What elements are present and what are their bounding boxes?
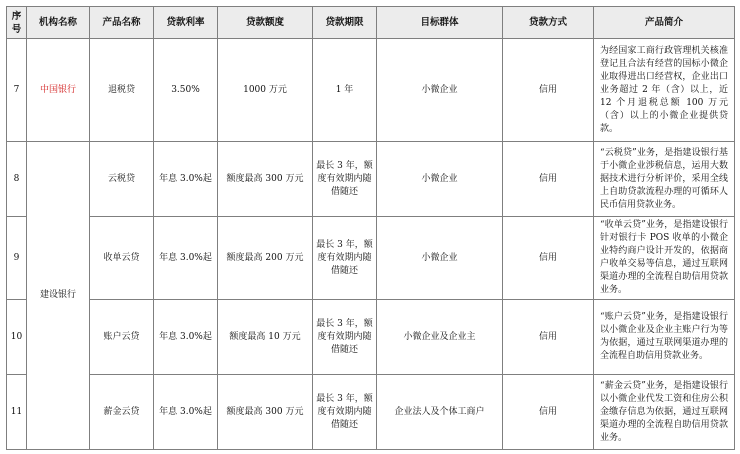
product-name: 云税贷 <box>90 142 154 217</box>
loan-amount: 额度最高 200 万元 <box>218 217 313 300</box>
loan-term: 最长 3 年，额度有效期内随借随还 <box>313 142 377 217</box>
product-intro: “薪金云贷”业务，是指建设银行以小微企业代发工资和住房公积金缴存信息为依据，通过互联网渠道办理的全流程自助信用贷款业务。 <box>594 375 735 450</box>
table-row <box>7 375 735 450</box>
loan-method: 信用 <box>503 300 594 375</box>
product-intro: “云税贷”业务，是指建设银行基于小微企业涉税信息，运用大数据技术进行分析评价，采用全线上自助贷款流程办理的可循环人民币信用贷款业务。 <box>594 142 735 217</box>
header-product-name: 产品名称 <box>90 7 154 39</box>
row-number: 11 <box>7 375 27 450</box>
interest-rate: 年息 3.0%起 <box>154 375 218 450</box>
loan-amount: 额度最高 10 万元 <box>218 300 313 375</box>
product-intro: 为经国家工商行政管理机关核准登记且合法有经营的国标小微企业取得进出口经营权，企业出口业务超过 2 年（含）以上，近 12 个月退税总额 100 万元（含）以上的小微企业提供贷款。 <box>594 39 735 142</box>
loan-products-table <box>6 6 735 450</box>
header-interest-rate: 贷款利率 <box>154 7 218 39</box>
loan-term: 最长 3 年，额度有效期内随借随还 <box>313 217 377 300</box>
product-name: 收单云贷 <box>90 217 154 300</box>
header-loan-term: 贷款期限 <box>313 7 377 39</box>
loan-method: 信用 <box>503 217 594 300</box>
loan-amount: 额度最高 300 万元 <box>218 375 313 450</box>
product-intro: “账户云贷”业务，是指建设银行以小微企业及企业主账户行为等为依据，通过互联网渠道办理的全流程自助信用贷款业务。 <box>594 300 735 375</box>
loan-term: 最长 3 年，额度有效期内随借随还 <box>313 300 377 375</box>
institution-name: 建设银行 <box>27 142 90 450</box>
target-group: 小微企业 <box>377 217 503 300</box>
loan-method: 信用 <box>503 142 594 217</box>
table-row <box>7 300 735 375</box>
header-loan-amount: 贷款额度 <box>218 7 313 39</box>
loan-amount: 1000 万元 <box>218 39 313 142</box>
target-group: 小微企业 <box>377 142 503 217</box>
product-name: 账户云贷 <box>90 300 154 375</box>
row-number: 8 <box>7 142 27 217</box>
loan-method: 信用 <box>503 39 594 142</box>
product-name: 退税贷 <box>90 39 154 142</box>
product-intro: “收单云贷”业务，是指建设银行针对银行卡 POS 收单的小微企业特约商户设计开发的，依据商户收单交易等信息，通过互联网渠道办理的全流程自助信用贷款业务。 <box>594 217 735 300</box>
target-group: 企业法人及个体工商户 <box>377 375 503 450</box>
header-target-group: 目标群体 <box>377 7 503 39</box>
interest-rate: 年息 3.0%起 <box>154 300 218 375</box>
table-header-row <box>7 7 735 39</box>
target-group: 小微企业及企业主 <box>377 300 503 375</box>
interest-rate: 年息 3.0%起 <box>154 217 218 300</box>
interest-rate: 3.50% <box>154 39 218 142</box>
loan-amount: 额度最高 300 万元 <box>218 142 313 217</box>
table-row <box>7 142 735 217</box>
row-number: 7 <box>7 39 27 142</box>
loan-term: 最长 3 年，额度有效期内随借随还 <box>313 375 377 450</box>
row-number: 10 <box>7 300 27 375</box>
table-row <box>7 39 735 142</box>
header-loan-method: 贷款方式 <box>503 7 594 39</box>
product-name: 薪金云贷 <box>90 375 154 450</box>
interest-rate: 年息 3.0%起 <box>154 142 218 217</box>
header-serial-number: 序号 <box>7 7 27 39</box>
header-product-intro: 产品简介 <box>594 7 735 39</box>
loan-term: 1 年 <box>313 39 377 142</box>
institution-name: 中国银行 <box>27 39 90 142</box>
table-row <box>7 217 735 300</box>
loan-method: 信用 <box>503 375 594 450</box>
row-number: 9 <box>7 217 27 300</box>
header-institution: 机构名称 <box>27 7 90 39</box>
target-group: 小微企业 <box>377 39 503 142</box>
